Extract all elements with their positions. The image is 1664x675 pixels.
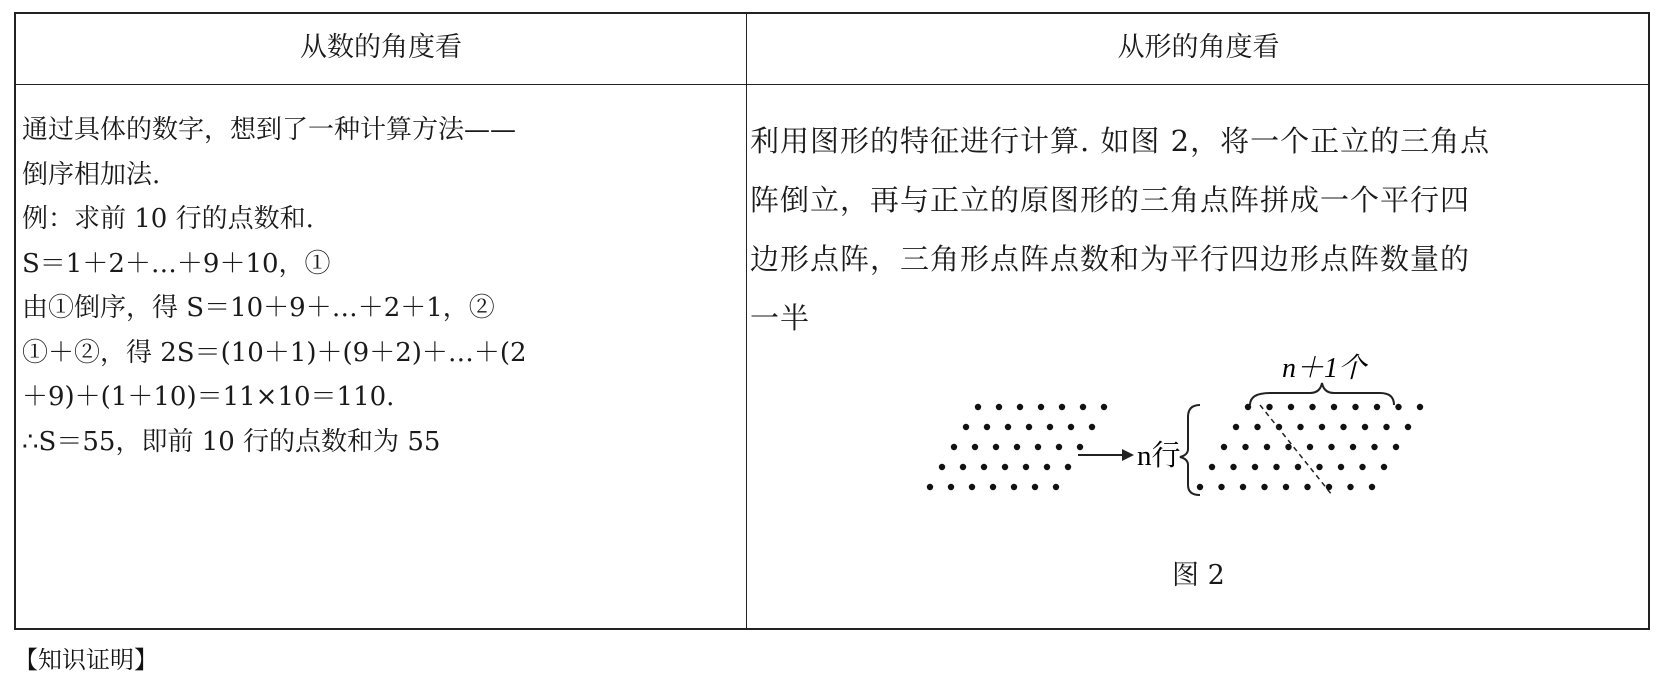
lattice-dot <box>1331 404 1337 410</box>
arrow-label: n行 <box>1137 440 1181 472</box>
brace-label: n＋1个 <box>1282 353 1367 384</box>
lattice-dot <box>1044 464 1050 470</box>
lattice-dot <box>1393 444 1399 450</box>
parallelogram-dot-array <box>1197 404 1423 490</box>
lattice-dot <box>1264 444 1270 450</box>
left-brace-icon <box>1180 405 1200 495</box>
triangle-dot-array <box>927 404 1107 490</box>
left-line: 倒序相加法. <box>22 159 161 190</box>
lattice-dot <box>1340 424 1346 430</box>
lattice-dot <box>1032 484 1038 490</box>
lattice-dot <box>1197 484 1203 490</box>
right-line: 利用图形的特征进行计算. 如图 2，将一个正立的三角点 <box>750 124 1491 158</box>
lattice-dot <box>972 444 978 450</box>
lattice-dot <box>1362 424 1368 430</box>
lattice-dot <box>990 484 996 490</box>
lattice-dot <box>1288 404 1294 410</box>
lattice-dot <box>975 404 981 410</box>
lattice-dot <box>1326 484 1332 490</box>
figure-caption: 图 2 <box>1172 560 1225 591</box>
lattice-dot <box>1309 404 1315 410</box>
lattice-dot <box>1059 404 1065 410</box>
lattice-dot <box>1352 404 1358 410</box>
lattice-dot <box>1374 404 1380 410</box>
lattice-dot <box>963 424 969 430</box>
left-line: ＋9)＋(1＋10)＝11×10＝110. <box>22 382 395 412</box>
lattice-dot <box>1383 424 1389 430</box>
lattice-dot <box>1017 404 1023 410</box>
lattice-dot <box>960 464 966 470</box>
lattice-dot <box>984 424 990 430</box>
lattice-dot <box>1304 484 1310 490</box>
right-line: 边形点阵，三角形点阵点数和为平行四边形点阵数量的 <box>750 242 1471 276</box>
left-line: 例：求前 10 行的点数和. <box>22 204 314 234</box>
lattice-dot <box>1089 424 1095 430</box>
lattice-dot <box>993 444 999 450</box>
lattice-dot <box>1023 464 1029 470</box>
lattice-dot <box>939 464 945 470</box>
lattice-dot <box>1230 464 1236 470</box>
lattice-dot <box>1417 404 1423 410</box>
lattice-dot <box>1080 404 1086 410</box>
lattice-dot <box>1369 484 1375 490</box>
lattice-dot <box>1254 424 1260 430</box>
lattice-dot <box>1338 464 1344 470</box>
lattice-dot <box>1240 484 1246 490</box>
lattice-dot <box>1068 424 1074 430</box>
lattice-dot <box>1005 424 1011 430</box>
lattice-dot <box>1316 464 1322 470</box>
lattice-dot <box>1359 464 1365 470</box>
lattice-dot <box>1285 444 1291 450</box>
lattice-dot <box>927 484 933 490</box>
left-line: ∴S＝55，即前 10 行的点数和为 55 <box>22 426 441 457</box>
lattice-dot <box>1405 424 1411 430</box>
lattice-dot <box>1381 464 1387 470</box>
lattice-dot <box>1328 444 1334 450</box>
lattice-dot <box>1209 464 1215 470</box>
numeric-explanation <box>22 108 722 464</box>
lattice-dot <box>948 484 954 490</box>
lattice-dot <box>1035 444 1041 450</box>
lattice-dot <box>1252 464 1258 470</box>
left-line: 由①倒序，得 S＝10＋9＋…＋2＋1，② <box>22 293 495 323</box>
lattice-dot <box>981 464 987 470</box>
lattice-dot <box>1077 444 1083 450</box>
dashed-diagonal <box>1260 405 1332 495</box>
column-divider <box>746 14 747 628</box>
lattice-dot <box>1295 464 1301 470</box>
lattice-dot <box>1065 464 1071 470</box>
lattice-dot <box>996 404 1002 410</box>
arrow-icon <box>1078 449 1134 461</box>
lattice-dot <box>1350 444 1356 450</box>
lattice-dot <box>1242 444 1248 450</box>
lattice-dot <box>969 484 975 490</box>
lattice-dot <box>1056 444 1062 450</box>
right-line: 阵倒立，再与正立的原图形的三角点阵拼成一个平行四 <box>750 183 1471 217</box>
lattice-dot <box>1221 444 1227 450</box>
lattice-dot <box>1266 404 1272 410</box>
lattice-dot <box>1038 404 1044 410</box>
lattice-dot <box>1026 424 1032 430</box>
top-brace-icon <box>1250 383 1394 405</box>
lattice-dot <box>1101 404 1107 410</box>
lattice-dot <box>1273 464 1279 470</box>
lattice-dot <box>1014 444 1020 450</box>
lattice-dot <box>1371 444 1377 450</box>
lattice-dot <box>1002 464 1008 470</box>
lattice-dot <box>1053 484 1059 490</box>
lattice-dot <box>1283 484 1289 490</box>
left-line: ①＋②，得 2S＝(10＋1)＋(9＋2)＋…＋(2 <box>22 337 527 368</box>
lattice-dot <box>1233 424 1239 430</box>
lattice-dot <box>1347 484 1353 490</box>
lattice-dot <box>951 444 957 450</box>
left-line: S＝1＋2＋…＋9＋10，① <box>22 248 331 279</box>
lattice-dot <box>1307 444 1313 450</box>
header-numeric-view: 从数的角度看 <box>300 32 462 63</box>
next-section-heading: 【知识证明】 <box>14 646 158 674</box>
left-line: 通过具体的数字，想到了一种计算方法—— <box>22 115 517 145</box>
lattice-dot <box>1218 484 1224 490</box>
lattice-dot <box>1261 484 1267 490</box>
lattice-dot <box>1011 484 1017 490</box>
right-line: 一半 <box>750 301 811 335</box>
geometric-explanation <box>750 112 1630 348</box>
lattice-dot <box>1245 404 1251 410</box>
lattice-dot <box>1047 424 1053 430</box>
header-geometric-view: 从形的角度看 <box>1117 32 1280 63</box>
lattice-dot <box>1297 424 1303 430</box>
header-divider <box>16 84 1648 85</box>
lattice-dot <box>1395 404 1401 410</box>
lattice-dot <box>1319 424 1325 430</box>
